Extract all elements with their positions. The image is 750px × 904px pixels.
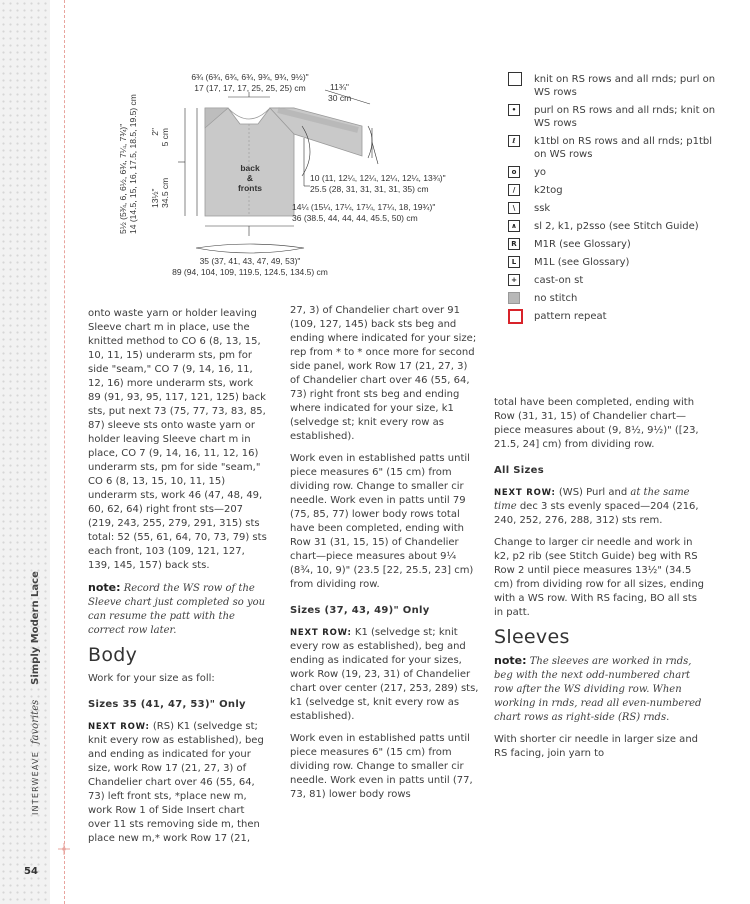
hip-label-cm: 89 (94, 104, 109, 119.5, 124.5, 134.5) cm — [172, 267, 328, 277]
legend-label: M1R (see Glossary) — [534, 239, 631, 250]
legend-label: pattern repeat — [534, 311, 607, 322]
top-width-label: 6¾ (6¾, 6¾, 6¾, 9¾, 9¾, 9½)" — [191, 72, 309, 82]
paragraph: Work even in established patts until piece measures 6" (15 cm) from dividing row. Change to smaller cir needle. Work even in patts until (77, 73, 81) lower body rows — [290, 733, 473, 800]
body-length-label: 13½" — [150, 188, 160, 208]
sleeve-top-label: 11¾" — [330, 82, 349, 92]
ssk-backslash-icon: \ — [508, 202, 520, 214]
m1l-icon: L — [508, 256, 520, 268]
cuff-label: 14¼ (15¼, 17¼, 17¼, 17¼, 18, 19¾)" — [292, 202, 436, 212]
legend-row — [505, 135, 725, 161]
neck-depth-label: 2" — [150, 128, 160, 136]
corner-mark-icon — [58, 843, 70, 855]
legend-label: ssk — [534, 203, 551, 214]
note: note: Record the WS row of the Sleeve chart just completed so you can resume the patt with the correct row later. — [88, 581, 266, 636]
body-label-amp: & — [246, 173, 254, 183]
legend-row — [505, 104, 725, 130]
paragraph: NEXT ROW: K1 (selvedge st; knit every row as established), beg and ending as indicated for your sizes, work Row (19, 23, 31) of Chandelier chart over center (217, 253, 289) sts, k1 (selvedge st, knit every row as established). — [290, 627, 479, 722]
legend-row — [505, 73, 725, 99]
legend-label: yo — [534, 167, 547, 178]
paragraph: With shorter cir needle in larger size and RS facing, join yarn to — [494, 734, 698, 759]
text-column-3 — [494, 396, 704, 769]
sleeve-top-label-cm: 30 cm — [328, 93, 352, 103]
body-label-fronts: fronts — [237, 183, 263, 193]
paragraph: NEXT ROW: (RS) K1 (selvedge st; knit every row as established), beg and ending as indicated for your size, work Row 17 (21, 27, 3) of Chandelier chart over 46 (55, 64, 73) left front sts, *place new m, work Row 1 of Side Insert chart over 11 sts removing side m, then place new m,* work Row 17 (21, — [88, 721, 264, 844]
paragraph: total have been completed, ending with Row (31, 31, 15) of Chandelier chart—piece measures about (9, 8½, 9½)" ([23, 21.5, 24] cm) from dividing row. — [494, 397, 699, 450]
sizes-heading: Sizes (37, 43, 49)" Only — [290, 605, 430, 616]
red-outline-square-icon — [508, 309, 523, 324]
stitch-key — [505, 73, 725, 328]
section-heading-sleeves: Sleeves — [494, 626, 570, 648]
blank-square-icon — [508, 72, 522, 86]
upper-arm-label-cm: 25.5 (28, 31, 31, 31, 31, 35) cm — [310, 184, 429, 194]
k2tog-slash-icon: / — [508, 184, 520, 196]
paragraph: 27, 3) of Chandelier chart over 91 (109, 127, 145) back sts beg and ending where indicated for your size; rep from * to * once more for second side panel, work Row 17 (21, 27, 3) of Chandelier chart over 46 (55, 64, 73) right front sts beg and ending where indicated for your size, k1 (selvedge st; knit every row as established). — [290, 305, 477, 442]
page-margin-pattern — [0, 0, 50, 904]
left-height-label-cm: 14 (14.5, 15, 16, 17.5, 18.5, 19.5) cm — [128, 94, 138, 234]
legend-label: cast-on st — [534, 275, 584, 286]
legend-label: knit on RS rows and all rnds; purl on WS rows — [534, 74, 716, 98]
paragraph: NEXT ROW: (WS) Purl and at the same time dec 3 sts evenly spaced—204 (216, 240, 252, 276, 288, 312) sts rem. — [494, 487, 699, 526]
book-title: Simply Modern Lace — [30, 571, 41, 685]
cast-on-icon: + — [508, 274, 520, 286]
body-length-label-cm: 34.5 cm — [160, 177, 170, 208]
hip-label: 35 (37, 41, 43, 47, 49, 53)" — [199, 256, 301, 266]
running-footer — [30, 571, 41, 815]
m1r-icon: R — [508, 238, 520, 250]
paragraph: Change to larger cir needle and work in k2, p2 rib (see Stitch Guide) beg with RS Row 2 until piece measures 13½" (34.5 cm) from dividing row for all sizes, ending with a WS row. With RS facing, BO all sts in patt. — [494, 537, 704, 618]
page-number: 54 — [24, 866, 38, 877]
text-column-2 — [290, 304, 480, 810]
legend-row — [505, 202, 725, 215]
sizes-heading: Sizes 35 (41, 47, 53)" Only — [88, 699, 246, 710]
series-subtitle: favorites — [30, 699, 41, 745]
margin-guide-line — [64, 0, 65, 904]
legend-label: k1tbl on RS rows and all rnds; p1tbl on WS rows — [534, 136, 713, 160]
legend-row — [505, 220, 725, 233]
paragraph: Work even in established patts until piece measures 6" (15 cm) from dividing row. Change to smaller cir needle. Work even in patts until 79 (75, 85, 77) lower body rows total have been completed, ending with Row 31 (31, 15, 15) of Chandelier chart—piece measures about 9¼ (8¾, 10, 9)" (23.5 [22, 25.5, 23] cm) from dividing row. — [290, 453, 474, 590]
legend-label: purl on RS rows and all rnds; knit on WS rows — [534, 105, 716, 129]
legend-label: M1L (see Glossary) — [534, 257, 630, 268]
legend-row — [505, 274, 725, 287]
gray-square-icon — [508, 292, 520, 304]
double-decrease-icon: ∧ — [508, 220, 520, 232]
twisted-stitch-icon: ℓ — [508, 135, 520, 147]
text-column-1 — [88, 307, 268, 854]
left-height-label: 5½ (5¾, 6, 6½, 6¾, 7¼, 7¾)" — [118, 123, 128, 234]
neck-depth-label-cm: 5 cm — [160, 128, 170, 147]
legend-row — [505, 184, 725, 197]
note: note: The sleeves are worked in rnds, beg with the next odd-numbered chart row after the WS dividing row. When working in rnds, read all even-numbered chart rows as right-side (RS) rnds. — [494, 654, 702, 723]
paragraph: onto waste yarn or holder leaving Sleeve chart m in place, use the knitted method to CO 6 (8, 13, 15, 10, 11, 15) underarm sts, pm for side "seam," CO 7 (9, 14, 16, 11, 12, 16) more underarm sts, work 89 (91, 93, 95, 117, 121, 125) back sts, put next 73 (75, 77, 73, 83, 85, 87) sleeve sts onto waste yarn or holder leaving Sleeve chart m in place, CO 7 (9, 14, 16, 11, 12, 16) underarm sts, pm for side "seam," CO 6 (8, 13, 15, 10, 11, 15) underarm sts, work 46 (47, 48, 49, 60, 62, 64) right front sts—207 (219, 243, 255, 279, 291, 315) sts total: 52 (55, 61, 64, 70, 73, 79) sts each front, 103 (109, 121, 127, 139, 145, 157) back sts. — [88, 308, 267, 571]
legend-label: no stitch — [534, 293, 578, 304]
purl-dot-icon: • — [508, 104, 520, 116]
sizes-heading: All Sizes — [494, 465, 544, 476]
yo-circle-icon: o — [508, 166, 520, 178]
cuff-label-cm: 36 (38.5, 44, 44, 44, 45.5, 50) cm — [292, 213, 418, 223]
legend-row — [505, 256, 725, 269]
series-name: INTERWEAVE — [31, 751, 40, 815]
legend-row — [505, 292, 725, 305]
body-shape — [205, 108, 294, 216]
top-width-label-cm: 17 (17, 17, 17, 25, 25, 25) cm — [194, 83, 306, 93]
section-heading-body: Body — [88, 644, 138, 666]
upper-arm-label: 10 (11, 12¼, 12¼, 12¼, 12¼, 13¾)" — [310, 173, 446, 183]
legend-row — [505, 310, 725, 323]
legend-row — [505, 238, 725, 251]
paragraph: Work for your size as foll: — [88, 673, 215, 684]
legend-label: sl 2, k1, p2sso (see Stitch Guide) — [534, 221, 699, 232]
body-label: back — [240, 163, 260, 173]
garment-schematic — [110, 68, 470, 280]
legend-label: k2tog — [534, 185, 563, 196]
legend-row — [505, 166, 725, 179]
